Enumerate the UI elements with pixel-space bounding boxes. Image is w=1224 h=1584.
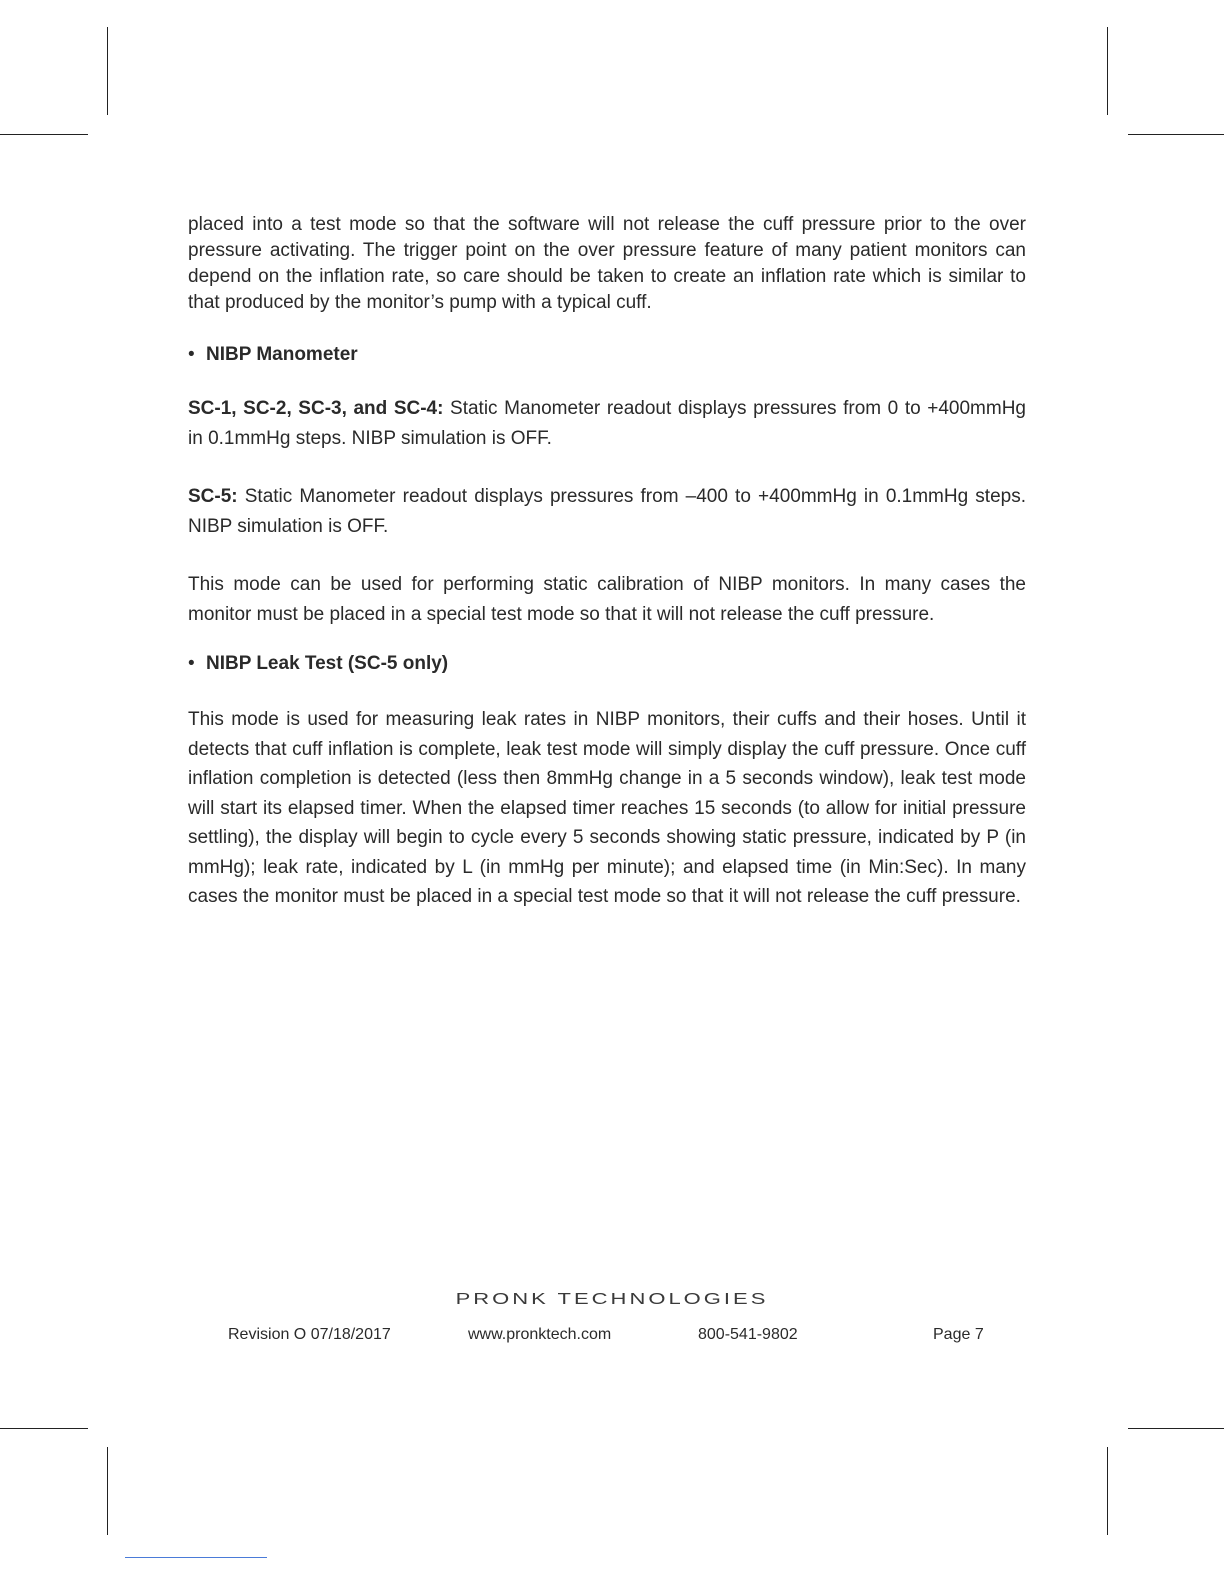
crop-mark [1107, 27, 1108, 115]
revision-text: Revision O 07/18/2017 [228, 1326, 391, 1343]
brand-name: PRONK TECHNOLOGIES [455, 1289, 769, 1308]
sc5-paragraph [188, 482, 1026, 541]
nibp-leak-test-heading [188, 651, 1026, 677]
page-body [188, 212, 1026, 912]
bullet: • [188, 344, 195, 365]
sc1-text: Static Manometer readout displays pressures from 0 to +400mmHg in 0.1mmHg steps. NIBP simulation is OFF. [188, 398, 1027, 449]
sc5-text: Static Manometer readout displays pressures from –400 to +400mmHg in 0.1mmHg steps. NIBP simulation is OFF. [188, 486, 1026, 537]
sc1-label: SC-1, SC-2, SC-3, and SC-4: [188, 398, 444, 419]
intro-paragraph: placed into a test mode so that the software will not release the cuff pressure prior to the over pressure activating. The trigger point on the over pressure feature of many patient monitors can depend on the inflation rate, so care should be taken to create an inflation rate which is similar to that produced by the monitor’s pump with a typical cuff. [188, 214, 1026, 313]
website-link[interactable]: www.pronktech.com [468, 1326, 612, 1343]
crop-mark [1128, 1428, 1224, 1429]
crop-mark [107, 1447, 108, 1535]
section-heading: NIBP Leak Test (SC-5 only) [206, 653, 449, 674]
crop-mark [1107, 1447, 1108, 1535]
bullet: • [188, 653, 195, 674]
page-number: Page 7 [933, 1326, 984, 1343]
crop-mark [1128, 134, 1224, 135]
phone-number: 800-541-9802 [698, 1326, 798, 1343]
sc5-label: SC-5: [188, 486, 238, 507]
crop-mark [107, 27, 108, 115]
leak-test-paragraph: This mode is used for measuring leak rates in NIBP monitors, their cuffs and their hoses. Until it detects that cuff inflation is complete, leak test mode will simply display the cuff pressure. Once cuff inflation completion is detected (less then 8mmHg change in a 5 seconds window), leak test mode will start its elapsed timer. When the elapsed timer reaches 15 seconds (to allow for initial pressure settling), the display will begin to cycle every 5 seconds showing static pressure, indicated by P (in mmHg); leak rate, indicated by L (in mmHg per minute); and elapsed time (in Min:Sec). In many cases the monitor must be placed in a special test mode so that it will not release the cuff pressure. [188, 709, 1026, 907]
crop-mark [0, 134, 88, 135]
link-underline [125, 1557, 267, 1558]
manometer-usage-paragraph: This mode can be used for performing static calibration of NIBP monitors. In many cases the monitor must be placed in a special test mode so that it will not release the cuff pressure. [188, 574, 1026, 625]
section-heading: NIBP Manometer [206, 344, 358, 365]
crop-mark [0, 1428, 88, 1429]
sc1-sc4-paragraph [188, 394, 1026, 453]
nibp-manometer-heading [188, 342, 1026, 368]
